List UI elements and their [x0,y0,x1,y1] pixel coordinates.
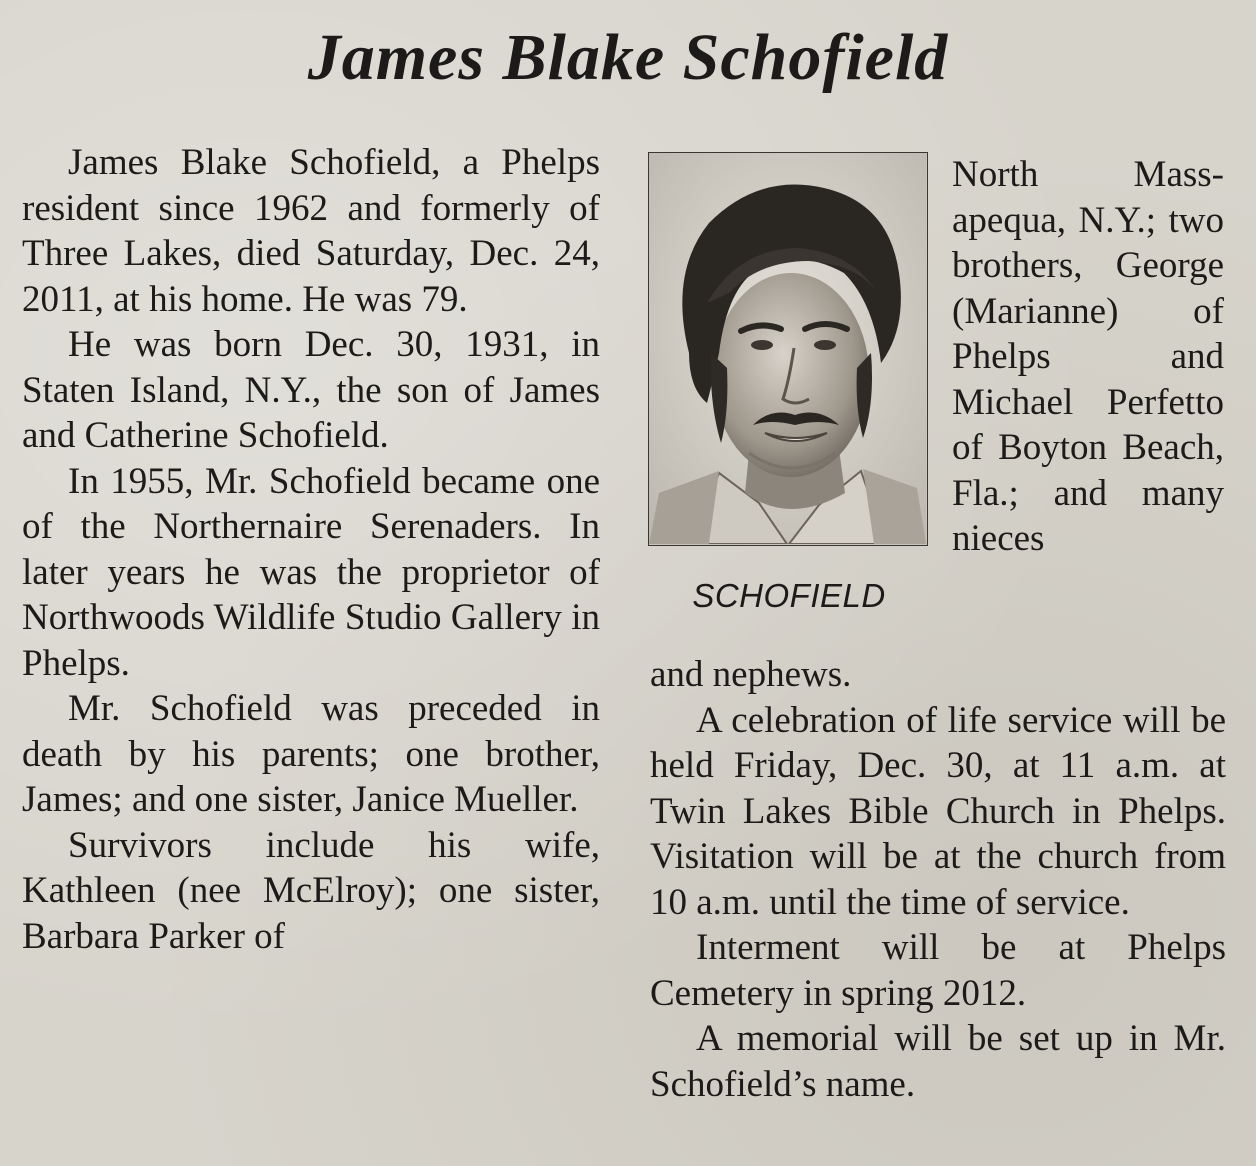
paragraph-survivors-continued: North Massapequa, N.Y.; two brothers, George (Marianne) of Phelps and Michael Perfetto of Boyton Beach, Fla.; and many nieces [952,154,1224,559]
paragraph-survivors-end: and nephews. [650,654,852,695]
left-column [22,140,600,959]
paragraph-memorial: A memorial will be set up in Mr. Schofield’s name. [650,1018,1226,1105]
portrait-image [649,153,926,544]
photo-caption: SCHOFIELD [692,577,886,614]
right-column [650,652,1226,1107]
paragraph-interment: Interment will be at Phelps Cemetery in spring 2012. [650,927,1226,1014]
portrait-photo [648,152,928,546]
paragraph-birth: He was born Dec. 30, 1931, in Staten Island, N.Y., the son of James and Catherine Schofield. [22,324,600,456]
paragraph-service: A celebration of life service will be held Friday, Dec. 30, at 11 a.m. at Twin Lakes Bible Church in Phelps. Visitation will be at the church from 10 a.m. until the time of service. [650,699,1226,923]
right-column-beside-photo [952,152,1224,562]
paragraph-preceded-in-death: Mr. Schofield was preceded in death by his parents; one brother, James; and one sister, Janice Mueller. [22,688,600,820]
paragraph-survivors: Survivors include his wife, Kathleen (nee McElroy); one sister, Barbara Parker of [22,824,600,957]
obituary-headline: James Blake Schofield [307,21,949,94]
paragraph-death-notice: James Blake Schofield, a Phelps resident since 1962 and formerly of Three Lakes, died Saturday, Dec. 24, 2011, at his home. He was 79. [22,142,600,320]
paragraph-career: In 1955, Mr. Schofield became one of the Northernaire Serenaders. In later years he was the proprietor of Northwoods Wildlife Studio Gallery in Phelps. [22,460,600,684]
